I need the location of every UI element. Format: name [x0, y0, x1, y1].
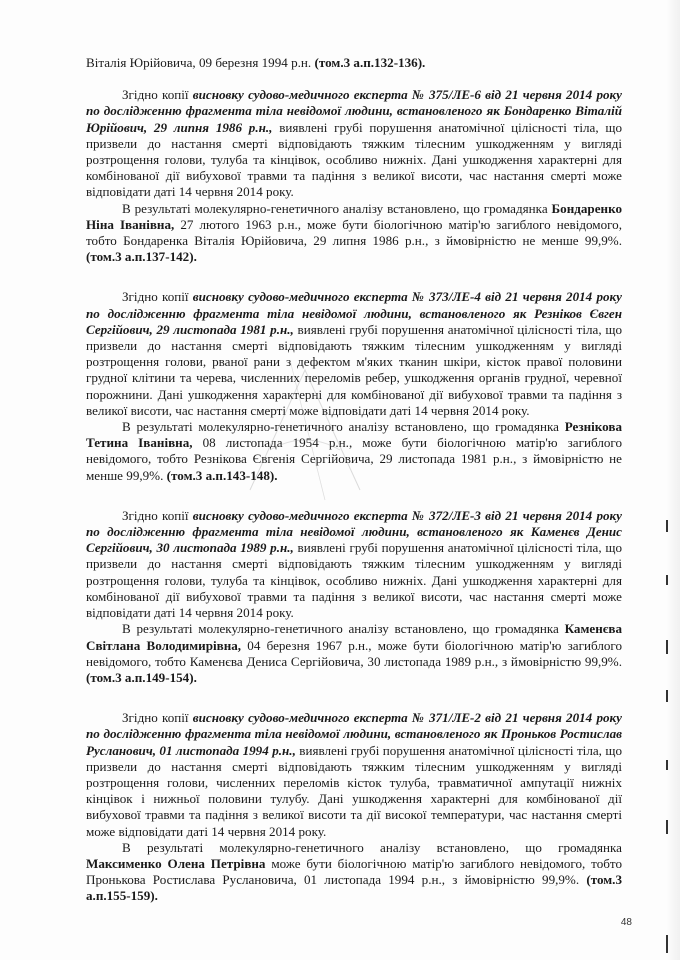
- conclusion-lead: Згідно копії: [122, 87, 189, 103]
- intro-reference: (том.3 а.п.132-136).: [314, 55, 426, 70]
- genetic-intro: В результаті молекулярно-генетичного аналізу встановлено, що громадянка: [122, 621, 559, 637]
- intro-paragraph: [86, 55, 622, 71]
- expert-conclusion-paragraph: [86, 87, 622, 200]
- expert-conclusion-paragraph: [86, 710, 622, 840]
- page-number: 48: [620, 917, 632, 928]
- conclusion-heading: висновку судово-медичного експерта № 372/ЛЕ-3 від 21 червня 2014 року по дослідженню фрагмента тіла невідомої людини, встановленого як Каменєв Денис Сергійович, 30 листопада 1989 р.н.,: [86, 507, 622, 556]
- section-divider: [86, 265, 622, 289]
- genetic-analysis-paragraph: [86, 621, 622, 686]
- genetic-body: 27 лютого 1963 р.н., може бути біологічною матір'ю загиблого невідомого, тобто Бондаренка Віталія Юрійовича, 29 липня 1986 р.н., з ймовірністю не менше 99,9%.: [86, 216, 622, 249]
- genetic-intro: В результаті молекулярно-генетичного аналізу встановлено, що громадянка: [122, 200, 548, 216]
- expert-conclusion-paragraph: [86, 508, 622, 621]
- genetic-person: Максименко Олена Петрівна: [86, 855, 266, 871]
- genetic-person: Резнікова Тетина Іванівна,: [86, 419, 623, 451]
- genetic-intro: В результаті молекулярно-генетичного аналізу встановлено, що громадянка: [122, 419, 559, 435]
- conclusion-heading: висновку судово-медичного експерта № 371/ЛЕ-2 від 21 червня 2014 року по дослідженню фрагмента тіла невідомої людини, встановленого як Проньков Ростислав Русланович, 01 листопада 1994 р.н.,: [86, 710, 622, 758]
- conclusion-heading: висновку судово-медичного експерта № 373/ЛЕ-4 від 21 червня 2014 року по дослідженню фрагмента тіла невідомої людини, встановленого як Резніков Євген Сергійович, 29 листопада 1981 р.н.,: [86, 289, 622, 337]
- genetic-reference: (том.3 а.п.155-159).: [86, 872, 622, 904]
- conclusion-body: виявлені грубі порушення анатомічної цілісності тіла, що призвели до настання смерті відповідають тяжким тілесним ушкодженням у вигляді розтрощення голови, тулуба та кінцівок, особливо нижніх. Дані ушкодження характерні для комбінованої дії вибухової травми та падіння з великої висоти, час настання смерті може відповідати даті 14 червня 2014 року.: [86, 119, 622, 200]
- genetic-reference: (том.3 а.п.143-148).: [166, 467, 278, 483]
- intro-text: Віталія Юрійовича, 09 березня 1994 р.н.: [86, 55, 312, 70]
- genetic-analysis-paragraph: [86, 840, 622, 905]
- faint-stamp-marks: [230, 340, 380, 510]
- genetic-body: 08 листопада 1954 р.н., може бути біологічною матір'ю загиблого невідомого, тобто Резнікова Євгенія Сергійовича, 29 листопада 1981 р.н., з ймовірністю не менше 99,9%.: [86, 435, 622, 483]
- genetic-person: Бондаренко Ніна Іванівна,: [86, 200, 622, 232]
- genetic-analysis-paragraph: [86, 201, 622, 266]
- genetic-body: може бути біологічною матір'ю загиблого невідомого, тобто Пронькова Ростислава Руслановича, 01 листопада 1994 р.н., з ймовірністю 99,9%.: [86, 855, 622, 888]
- conclusion-lead: Згідно копії: [122, 507, 189, 523]
- conclusion-body: виявлені грубі порушення анатомічної цілісності тіла, що призвели до настання смерті відповідають тяжким тілесним ушкодженням у вигляді розтрощення голови, численних переломів кісток тулуба, травматичної ампутації нижніх кінцівок і нижньої половини тулубу. Дані ушкодження характерні для комбінованої дії вибухової травми та падіння з великої висоти та дії високої температури, час настання смерті може відповідати даті 14 червня 2014 року.: [86, 742, 622, 839]
- section-divider: [86, 686, 622, 710]
- genetic-intro: В результаті молекулярно-генетичного аналізу встановлено, що громадянка: [122, 839, 622, 855]
- conclusion-heading: висновку судово-медичного експерта № 375/ЛЕ-6 від 21 червня 2014 року по дослідженню фрагмента тіла невідомої людини, встановленого як Бондаренко Віталій Юрійович, 29 липня 1986 р.н.,: [86, 87, 622, 135]
- genetic-reference: (том.3 а.п.137-142).: [86, 249, 197, 265]
- conclusion-body: виявлені грубі порушення анатомічної цілісності тіла, що призвели до настання смерті відповідають тяжким тілесним ушкодженням у вигляді розтрощення голови, тулуба та кінцівок, особливо нижніх. Дані ушкодження характерні для комбінованої дії вибухової травми та падіння з великої висоти, час настання смерті може відповідати даті 14 червня 2014 року.: [86, 540, 622, 621]
- genetic-person: Каменєва Світлана Володимирівна,: [86, 621, 623, 653]
- conclusion-body: виявлені грубі порушення анатомічної цілісності тіла, що призвели до настання смерті відповідають тяжким тілесним ушкодженням у вигляді розтрощення голови, рваної рани з дефектом м'яких тканин шкіри, кісток правої половини грудної клітини та черева, численних переломів ребер, ушкодження органів грудної, черевної порожнини. Дані ушкодження характерні для комбінованої дії вибухової травми та падіння з великої висоти, час настання смерті може відповідати даті 14 червня 2014 року.: [86, 321, 622, 418]
- page-edge-shadow: [666, 0, 680, 960]
- genetic-body: 04 березня 1967 р.н., може бути біологічною матір'ю загиблого невідомого, тобто Каменєва Дениса Сергійовича, 30 листопада 1989 р.н., з ймовірністю 99,9%.: [86, 637, 622, 669]
- genetic-reference: (том.3 а.п.149-154).: [86, 669, 197, 685]
- conclusion-lead: Згідно копії: [122, 289, 189, 305]
- conclusion-lead: Згідно копії: [122, 710, 189, 726]
